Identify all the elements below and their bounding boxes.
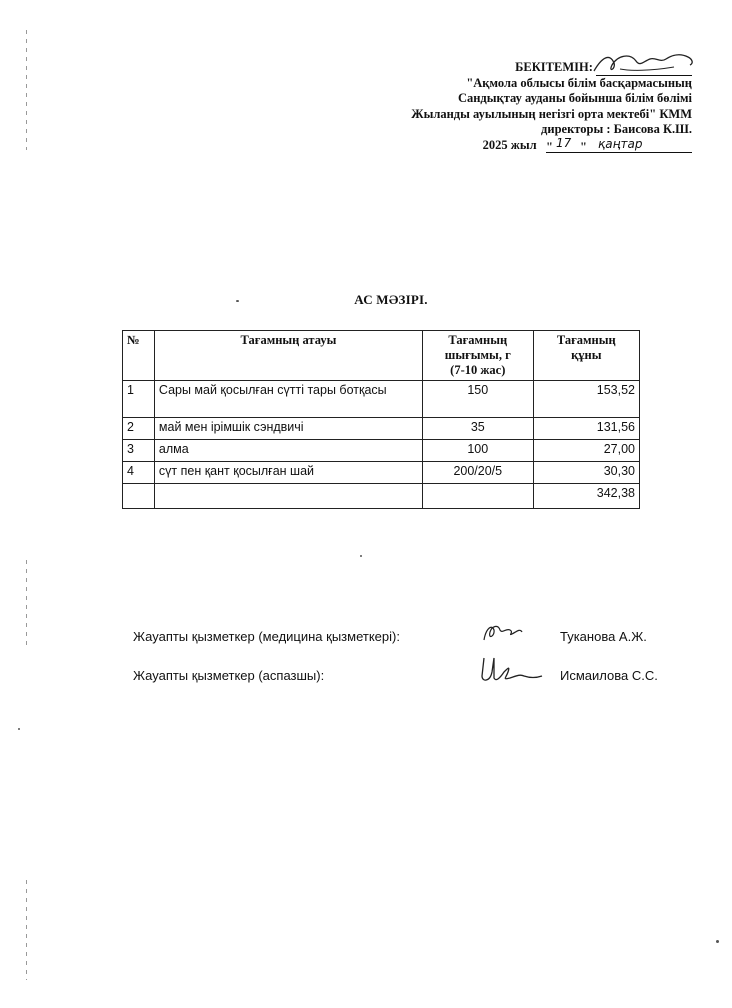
date-day-handwritten: 17 xyxy=(556,136,572,150)
approval-line-3: Жыланды ауылының негізгі орта мектебі" КММ xyxy=(411,106,692,121)
scan-edge-line xyxy=(26,30,27,150)
total-empty-cell xyxy=(422,484,533,509)
scan-speck xyxy=(360,555,362,557)
header-price-line-1: Тағамның xyxy=(556,333,616,347)
row-price: 131,56 xyxy=(533,418,639,440)
approval-date-field xyxy=(546,136,692,154)
approval-block xyxy=(292,60,692,153)
approval-date-line xyxy=(292,138,692,154)
scan-speck xyxy=(716,940,719,943)
row-dish-name: алма xyxy=(154,440,422,462)
header-number: № xyxy=(123,331,155,381)
date-month-handwritten: қаңтар xyxy=(598,137,643,151)
table-total-row xyxy=(123,484,640,509)
header-yield-line-3: (7-10 жас) xyxy=(450,363,506,377)
row-dish-name: Сары май қосылған сүтті тары ботқасы xyxy=(154,381,422,418)
table-row xyxy=(123,462,640,484)
total-price: 342,38 xyxy=(533,484,639,509)
header-price xyxy=(533,331,639,381)
cook-signature xyxy=(476,652,548,686)
row-number: 2 xyxy=(123,418,155,440)
approval-line-1: "Ақмола облысы білім басқармасының xyxy=(466,75,692,90)
table-row xyxy=(123,440,640,462)
row-price: 27,00 xyxy=(533,440,639,462)
row-price: 153,52 xyxy=(533,381,639,418)
medical-staff-signature xyxy=(478,620,528,646)
header-price-line-2: құны xyxy=(571,348,602,362)
approval-line-2: Сандықтау ауданы бойынша білім бөлімі xyxy=(457,91,692,105)
total-empty-cell xyxy=(123,484,155,509)
row-yield: 200/20/5 xyxy=(422,462,533,484)
row-dish-name: май мен ірімшік сэндвичі xyxy=(154,418,422,440)
header-yield xyxy=(422,331,533,381)
table-header-row xyxy=(123,331,640,381)
responsible-role-cook: Жауапты қызметкер (аспазшы): xyxy=(133,668,325,683)
table-row xyxy=(123,381,640,418)
scan-speck xyxy=(18,728,20,730)
menu-table xyxy=(122,330,640,509)
date-open-quote: " xyxy=(546,140,553,154)
responsible-role-medical: Жауапты қызметкер (медицина қызметкері): xyxy=(133,629,400,644)
row-dish-name: сүт пен қант қосылған шай xyxy=(154,462,422,484)
row-number: 1 xyxy=(123,381,155,418)
header-yield-line-2: шығымы, г xyxy=(444,348,511,362)
approval-line-4: директоры : Баисова К.Ш. xyxy=(541,122,692,136)
director-signature xyxy=(590,49,700,79)
approval-year: 2025 жыл xyxy=(482,137,537,152)
row-number: 4 xyxy=(123,462,155,484)
director-signature-field xyxy=(596,63,692,76)
header-yield-line-1: Тағамның xyxy=(448,333,508,347)
document-title: АС МӘЗІРІ. xyxy=(354,292,428,307)
header-dish-name: Тағамның атауы xyxy=(154,331,422,381)
row-number: 3 xyxy=(123,440,155,462)
approve-label: БЕКІТЕМІН: xyxy=(515,60,593,74)
row-yield: 150 xyxy=(422,381,533,418)
row-yield: 35 xyxy=(422,418,533,440)
date-close-quote: " xyxy=(580,140,587,154)
approval-heading-line xyxy=(292,60,692,76)
row-yield: 100 xyxy=(422,440,533,462)
responsible-name-medical: Туканова А.Ж. xyxy=(560,629,647,644)
total-empty-cell xyxy=(154,484,422,509)
responsible-name-cook: Исмаилова С.С. xyxy=(560,668,658,683)
scan-edge-line xyxy=(26,880,27,980)
row-price: 30,30 xyxy=(533,462,639,484)
scan-edge-line xyxy=(26,560,27,650)
table-row xyxy=(123,418,640,440)
